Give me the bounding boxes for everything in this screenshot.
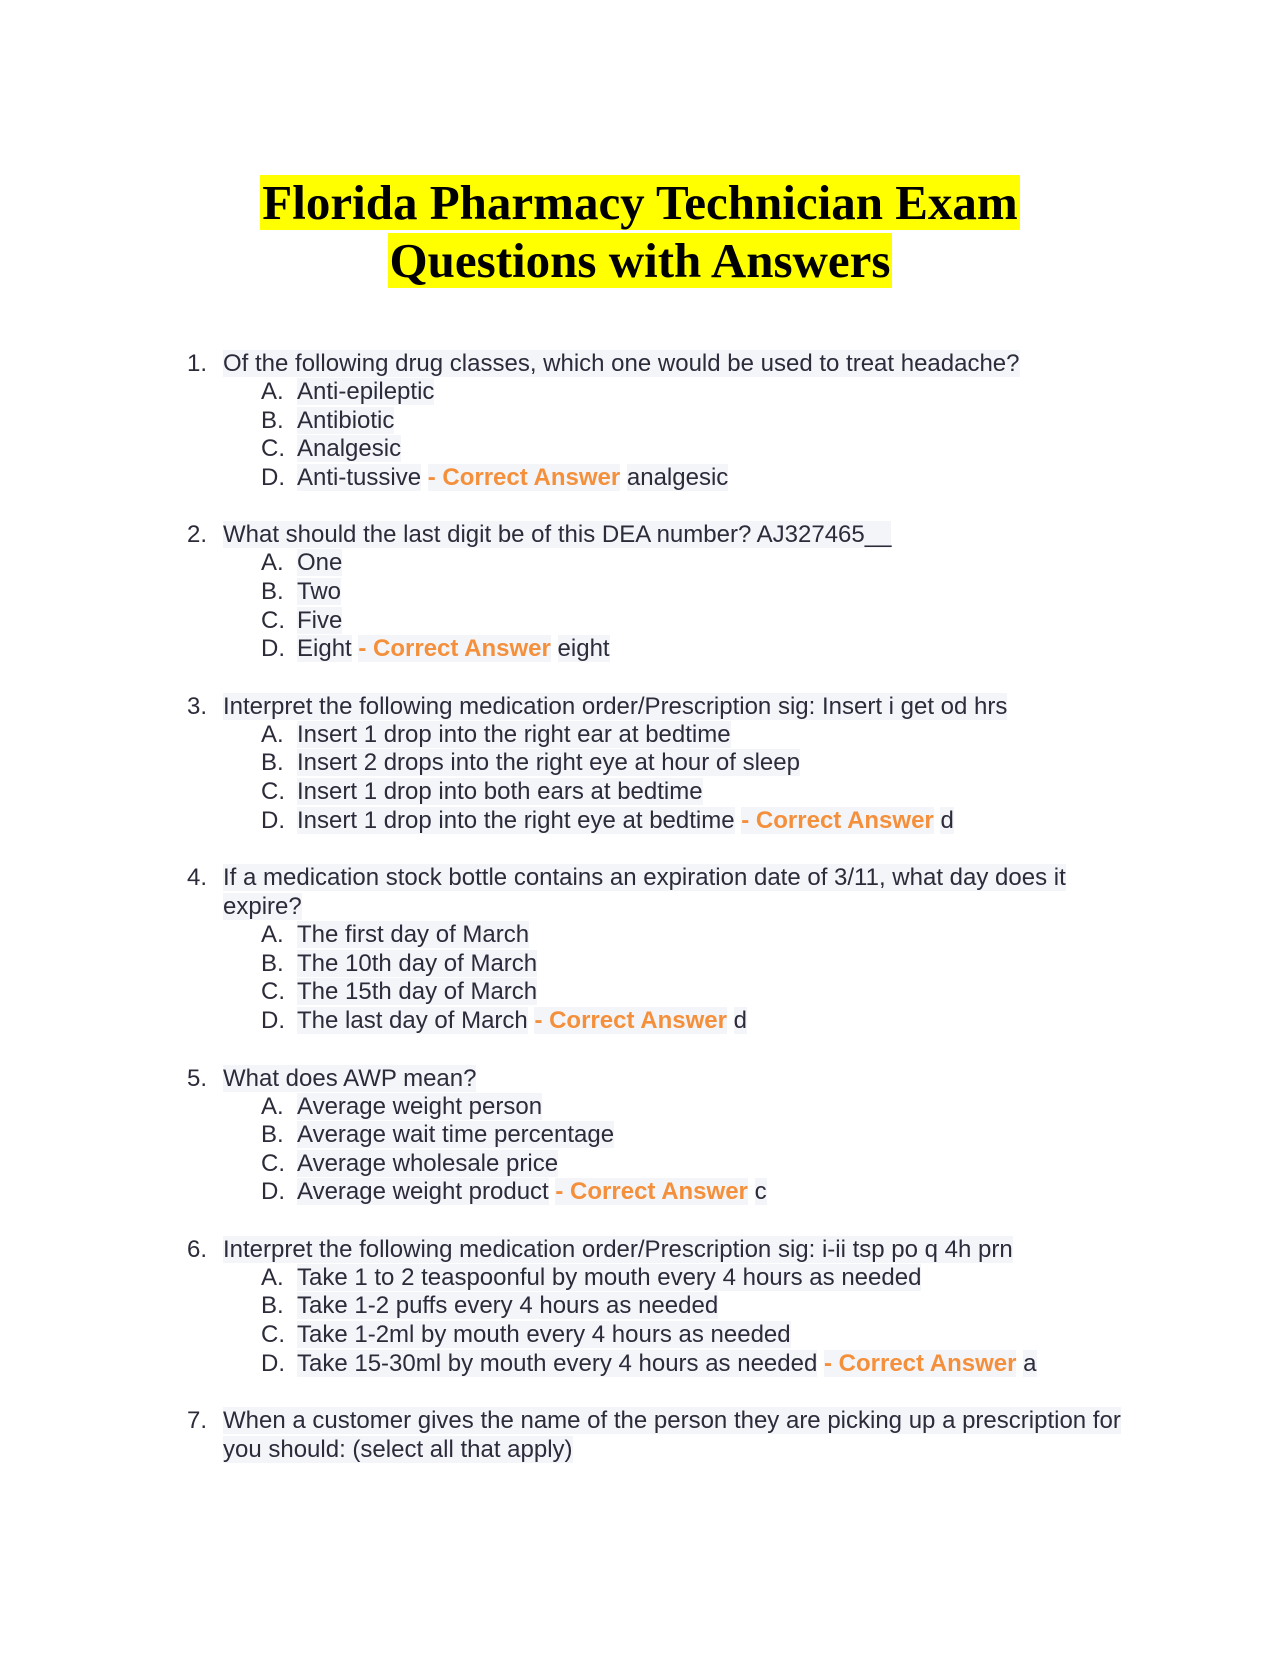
option-item [183, 721, 1143, 750]
question-text: When a customer gives the name of the person they are picking up a prescription for you should: (select all that apply) [223, 1407, 1121, 1464]
option-list [183, 921, 1143, 1035]
option-text: Anti-tussive [297, 463, 422, 491]
option-text: The last day of March [297, 1006, 528, 1034]
question-number: 6. [187, 1235, 208, 1263]
option-letter: C. [261, 606, 285, 634]
option-text: Insert 1 drop into the right eye at bedtime [297, 806, 735, 834]
question-text: What does AWP mean? [223, 1064, 477, 1092]
option-text: Analgesic [297, 435, 402, 463]
question-number: 4. [187, 864, 208, 892]
option-text: Eight [297, 635, 352, 663]
option-item [183, 1264, 1143, 1293]
question-item [183, 1235, 1143, 1378]
option-text: The 15th day of March [297, 978, 538, 1006]
option-list [183, 721, 1143, 835]
question-text: What should the last digit be of this DEA number? AJ327465__ [223, 521, 892, 549]
question-number: 3. [187, 692, 208, 720]
option-item [183, 807, 1143, 836]
option-letter: A. [261, 549, 284, 577]
question-line [183, 863, 1143, 921]
question-number: 7. [187, 1407, 208, 1435]
option-letter: B. [261, 1292, 284, 1320]
option-letter: B. [261, 406, 284, 434]
correct-answer-label: - Correct Answer [427, 463, 621, 491]
correct-answer-label: - Correct Answer [358, 635, 551, 663]
option-list [183, 1264, 1143, 1378]
question-line [183, 349, 1143, 378]
option-letter: D. [261, 806, 285, 834]
correct-answer-label: - Correct Answer [741, 806, 934, 834]
option-text: The 10th day of March [297, 949, 538, 977]
option-text: Insert 2 drops into the right eye at hour of sleep [297, 749, 800, 777]
answer-value: a [1023, 1349, 1037, 1377]
option-list [183, 378, 1143, 492]
correct-answer-label: - Correct Answer [823, 1349, 1017, 1377]
question-item [183, 863, 1143, 1035]
answer-value: analgesic [626, 463, 729, 491]
option-letter: B. [261, 577, 284, 605]
option-item [183, 1093, 1143, 1122]
question-line [183, 1064, 1143, 1093]
question-text: Interpret the following medication order/Prescription sig: Insert i get od hrs [223, 692, 1008, 720]
question-item [183, 520, 1143, 663]
option-letter: C. [261, 1321, 285, 1349]
question-line [183, 1235, 1143, 1264]
question-item [183, 692, 1143, 835]
option-text: Take 1 to 2 teaspoonful by mouth every 4 hours as needed [297, 1263, 922, 1291]
option-text: Average wait time percentage [297, 1121, 615, 1149]
option-item [183, 1292, 1143, 1321]
option-letter: D. [261, 1349, 285, 1377]
question-line [183, 520, 1143, 549]
question-list [183, 349, 1143, 1492]
question-item [183, 1064, 1143, 1207]
option-item [183, 435, 1143, 464]
option-letter: D. [261, 1006, 285, 1034]
title-line-1: Florida Pharmacy Technician Exam [262, 175, 1018, 230]
option-list [183, 1093, 1143, 1207]
option-letter: A. [261, 720, 284, 748]
question-item [183, 349, 1143, 492]
option-item [183, 1350, 1143, 1379]
option-letter: B. [261, 749, 284, 777]
option-letter: B. [261, 949, 284, 977]
option-text: Take 15-30ml by mouth every 4 hours as needed [297, 1349, 818, 1377]
option-letter: C. [261, 435, 285, 463]
option-item [183, 950, 1143, 979]
option-text: Five [297, 606, 343, 634]
option-item [183, 978, 1143, 1007]
option-item [183, 1178, 1143, 1207]
option-text: The first day of March [297, 921, 530, 949]
option-letter: D. [261, 635, 285, 663]
option-text: Average weight product [297, 1178, 549, 1206]
question-number: 5. [187, 1064, 208, 1092]
question-number: 1. [187, 350, 208, 377]
correct-answer-label: - Correct Answer [534, 1006, 727, 1034]
option-letter: A. [261, 378, 284, 405]
option-letter: A. [261, 1263, 284, 1291]
option-item [183, 607, 1143, 636]
option-item [183, 749, 1143, 778]
question-text: If a medication stock bottle contains an expiration date of 3/11, what day does it expire? [223, 864, 1066, 921]
option-text: Antibiotic [297, 406, 395, 434]
answer-value: d [733, 1006, 747, 1034]
option-text: Anti-epileptic [297, 378, 435, 405]
option-letter: D. [261, 463, 285, 491]
question-number: 2. [187, 521, 208, 549]
question-line [183, 692, 1143, 721]
option-text: Take 1-2ml by mouth every 4 hours as needed [297, 1321, 791, 1349]
option-item [183, 378, 1143, 407]
option-item [183, 464, 1143, 493]
correct-answer-label: - Correct Answer [555, 1178, 748, 1206]
answer-value: c [754, 1178, 767, 1206]
option-item [183, 778, 1143, 807]
option-letter: C. [261, 978, 285, 1006]
option-item [183, 1321, 1143, 1350]
option-text: Insert 1 drop into both ears at bedtime [297, 777, 703, 805]
question-line [183, 1406, 1143, 1464]
option-text: Average weight person [297, 1092, 543, 1120]
title-line-2: Questions with Answers [389, 233, 891, 288]
option-item [183, 921, 1143, 950]
option-letter: C. [261, 1149, 285, 1177]
option-item [183, 578, 1143, 607]
option-item [183, 1121, 1143, 1150]
option-item [183, 635, 1143, 664]
option-text: Take 1-2 puffs every 4 hours as needed [297, 1292, 719, 1320]
answer-value: d [940, 806, 954, 834]
document-title [140, 174, 1140, 290]
option-letter: A. [261, 921, 284, 949]
option-item [183, 549, 1143, 578]
option-text: Insert 1 drop into the right ear at bedtime [297, 720, 731, 748]
question-text: Of the following drug classes, which one would be used to treat headache? [223, 350, 1020, 377]
option-text: Average wholesale price [297, 1149, 559, 1177]
option-list [183, 549, 1143, 663]
option-item [183, 1150, 1143, 1179]
option-letter: C. [261, 777, 285, 805]
option-text: One [297, 549, 343, 577]
question-text: Interpret the following medication order/Prescription sig: i-ii tsp po q 4h prn [223, 1235, 1013, 1263]
option-letter: D. [261, 1178, 285, 1206]
option-item [183, 1007, 1143, 1036]
option-letter: A. [261, 1092, 284, 1120]
option-letter: B. [261, 1121, 284, 1149]
option-text: Two [297, 577, 342, 605]
question-item [183, 1406, 1143, 1464]
option-item [183, 407, 1143, 436]
answer-value: eight [557, 635, 610, 663]
